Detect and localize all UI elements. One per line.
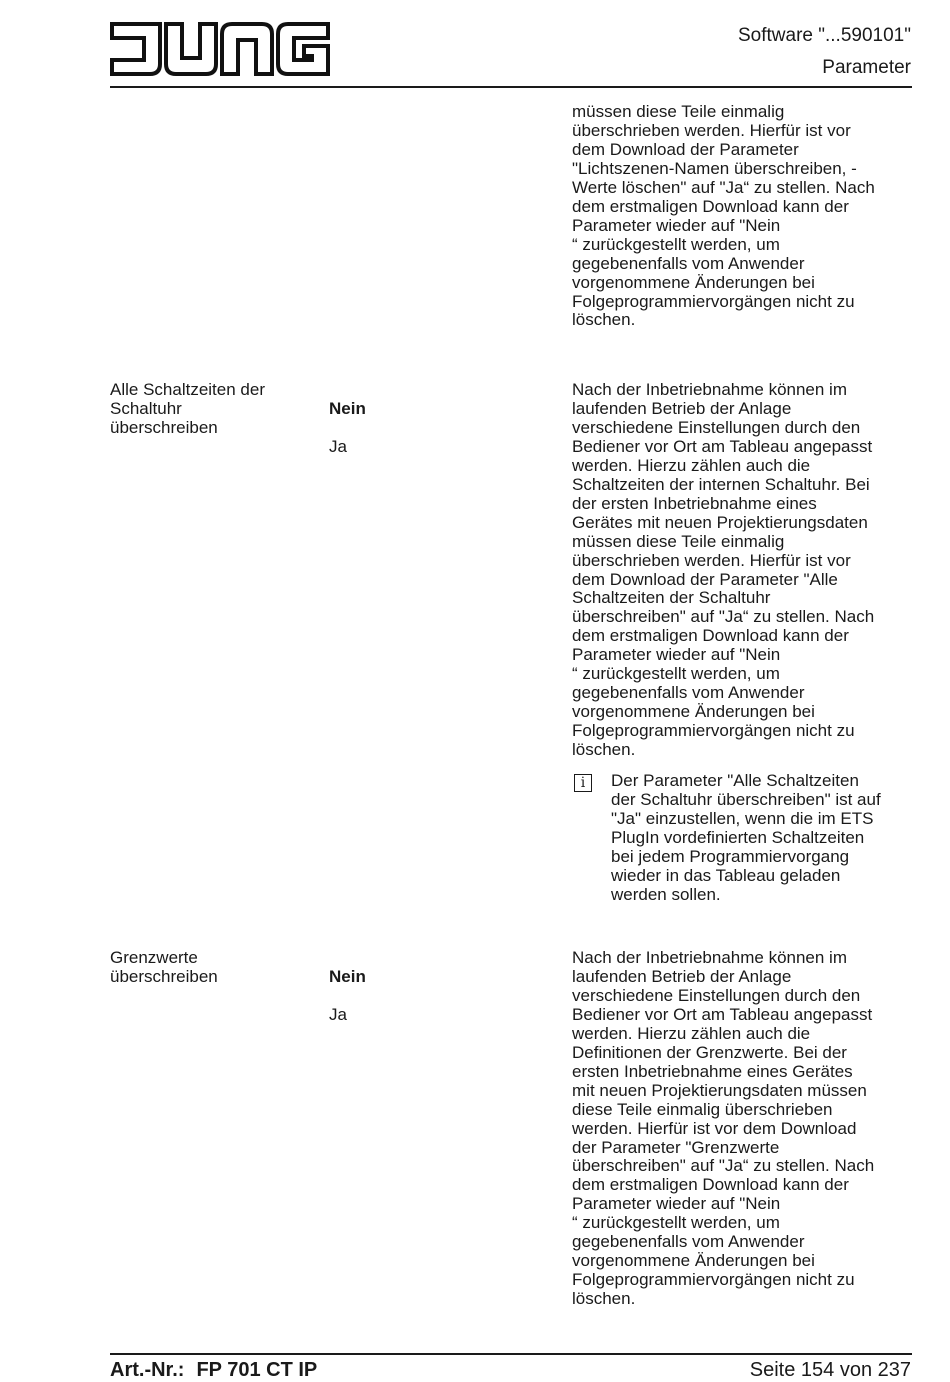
footer-divider [110, 1353, 912, 1355]
info-note-schaltzeiten: Der Parameter "Alle Schaltzeiten der Schaltuhr überschreiben" ist auf "Ja" einzustellen, wenn die im ETS PlugIn vordefinierten Schaltzeiten bei jedem Programmiervorgang wieder in das Tableau geladen werden sollen. [611, 771, 881, 904]
param-default-value: Nein [329, 398, 366, 418]
software-version: Software "...590101" [738, 25, 911, 46]
param-default-value: Nein [329, 966, 366, 986]
info-icon: i [574, 774, 592, 792]
param-option-value: Ja [329, 436, 347, 456]
header-divider [110, 86, 912, 88]
section-title: Parameter [822, 57, 911, 78]
param-name-grenzwerte: Grenzwerte überschreiben [110, 948, 218, 986]
article-value: FP 701 CT IP [196, 1359, 318, 1381]
continuation-text: müssen diese Teile einmalig überschrieben werden. Hierfür ist vor dem Download der Parameter "Lichtszenen-Namen überschreiben, - Werte löschen" auf "Ja“ zu stellen. Nach dem erstmaligen Download kann der Parameter wieder auf "Nein “ zurückgestellt werden, um gegebenenfalls vom Anwender vorgenommene Änderungen bei Folgeprogrammiervorgängen nicht zu löschen. [572, 102, 875, 330]
page-number: Seite 154 von 237 [749, 1359, 911, 1381]
article-number [110, 1358, 317, 1382]
param-values-grenzwerte [329, 949, 529, 1044]
param-description-grenzwerte: Nach der Inbetriebnahme können im laufenden Betrieb der Anlage verschiedene Einstellungen durch den Bediener vor Ort am Tableau angepasst werden. Hierzu zählen auch die Definitionen der Grenzwerte. Bei der ersten Inbetriebnahme eines Gerätes mit neuen Projektierungsdaten müssen diese Teile einmalig überschrieben werden. Hierfür ist vor dem Download der Parameter "Grenzwerte überschreiben" auf "Ja“ zu stellen. Nach dem erstmaligen Download kann der Parameter wieder auf "Nein “ zurückgestellt werden, um gegebenenfalls vom Anwender vorgenommene Änderungen bei Folgeprogrammiervorgängen nicht zu löschen. [572, 948, 875, 1309]
param-description-schaltzeiten: Nach der Inbetriebnahme können im laufenden Betrieb der Anlage verschiedene Einstellungen durch den Bediener vor Ort am Tableau angepasst werden. Hierzu zählen auch die Schaltzeiten der internen Schaltuhr. Bei der ersten Inbetriebnahme eines Gerätes mit neuen Projektierungsdaten müssen diese Teile einmalig überschrieben werden. Hierfür ist vor dem Download der Parameter "Alle Schaltzeiten der Schaltuhr überschreiben" auf "Ja“ zu stellen. Nach dem erstmaligen Download kann der Parameter wieder auf "Nein “ zurückgestellt werden, um gegebenenfalls vom Anwender vorgenommene Änderungen bei Folgeprogrammiervorgängen nicht zu löschen. [572, 380, 875, 760]
param-name-schaltzeiten: Alle Schaltzeiten der Schaltuhr überschreiben [110, 380, 265, 437]
param-option-value: Ja [329, 1004, 347, 1024]
param-values-schaltzeiten [329, 381, 529, 476]
article-label: Art.-Nr.: [110, 1359, 185, 1381]
jung-logo [110, 22, 330, 76]
